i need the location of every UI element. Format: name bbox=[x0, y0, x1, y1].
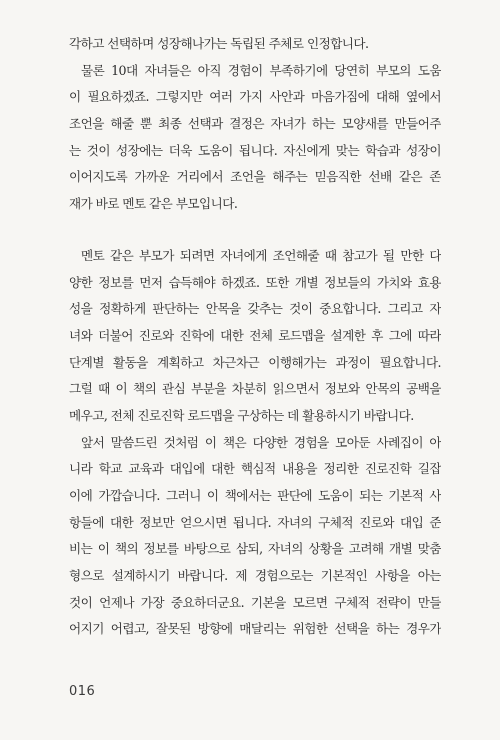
text-line: 어지기 어렵고, 잘못된 방향에 매달리는 위험한 선택을 하는 경우가 bbox=[69, 621, 441, 637]
page-body-text bbox=[69, 31, 441, 643]
text-line: 그럴 때 이 책의 관심 부분을 차분히 읽으면서 정보와 안목의 공백을 bbox=[69, 381, 441, 397]
text-line: 것이 언제나 가장 중요하더군요. 기본을 모르면 구체적 전략이 만들 bbox=[69, 594, 441, 610]
text-line: 항들에 대한 정보만 얻으시면 됩니다. 자녀의 구체적 진로와 대입 준 bbox=[69, 514, 441, 530]
text-line: 니라 학교 교육과 대입에 대한 핵심적 내용을 정리한 진로진학 길잡 bbox=[69, 461, 441, 477]
text-line: 이어지도록 가까운 거리에서 조언을 해주는 믿음직한 선배 같은 존 bbox=[69, 169, 441, 185]
text-line: 앞서 말씀드린 것처럼 이 책은 다양한 경험을 모아둔 사례집이 아 bbox=[81, 434, 441, 450]
paragraph-gap bbox=[69, 218, 441, 243]
text-line: 형으로 설계하시기 바랍니다. 제 경험으로는 기본적인 사항을 아는 bbox=[69, 568, 441, 584]
text-line: 멘토 같은 부모가 되려면 자녀에게 조언해줄 때 참고가 될 만한 다 bbox=[81, 247, 441, 263]
text-line: 이 필요하겠죠. 그렇지만 여러 가지 사안과 마음가짐에 대해 옆에서 bbox=[69, 89, 441, 105]
text-line: 는 것이 성장에는 더욱 도움이 됩니다. 자신에게 맞는 학습과 성장이 bbox=[69, 142, 441, 158]
text-line: 재가 바로 멘토 같은 부모입니다. bbox=[69, 196, 238, 212]
text-line: 메우고, 전체 진로진학 로드맵을 구상하는 데 활용하시기 바랍니다. bbox=[69, 407, 414, 423]
text-line: 단계별 활동을 계획하고 차근차근 이행해가는 과정이 필요합니다. bbox=[69, 354, 441, 370]
text-line: 조언을 해줄 뿐 최종 선택과 결정은 자녀가 하는 모양새를 만들어주 bbox=[69, 116, 441, 132]
text-line: 녀와 더불어 진로와 진학에 대한 전체 로드맵을 설계한 후 그에 따라 bbox=[69, 327, 441, 343]
text-line: 성을 정확하게 판단하는 안목을 갖추는 것이 중요합니다. 그리고 자 bbox=[69, 301, 441, 317]
page-number: 016 bbox=[69, 684, 96, 699]
text-line: 각하고 선택하며 성장해나가는 독립된 주체로 인정합니다. bbox=[69, 36, 369, 51]
text-line: 물론 10대 자녀들은 아직 경험이 부족하기에 당연히 부모의 도움 bbox=[81, 62, 441, 78]
text-line: 비는 이 책의 정보를 바탕으로 삼되, 자녀의 상황을 고려해 개별 맞춤 bbox=[69, 541, 441, 557]
text-line: 양한 정보를 먼저 습득해야 하겠죠. 또한 개별 정보들의 가치와 효용 bbox=[69, 274, 441, 290]
text-line: 이에 가깝습니다. 그러니 이 책에서는 판단에 도움이 되는 기본적 사 bbox=[69, 488, 441, 503]
